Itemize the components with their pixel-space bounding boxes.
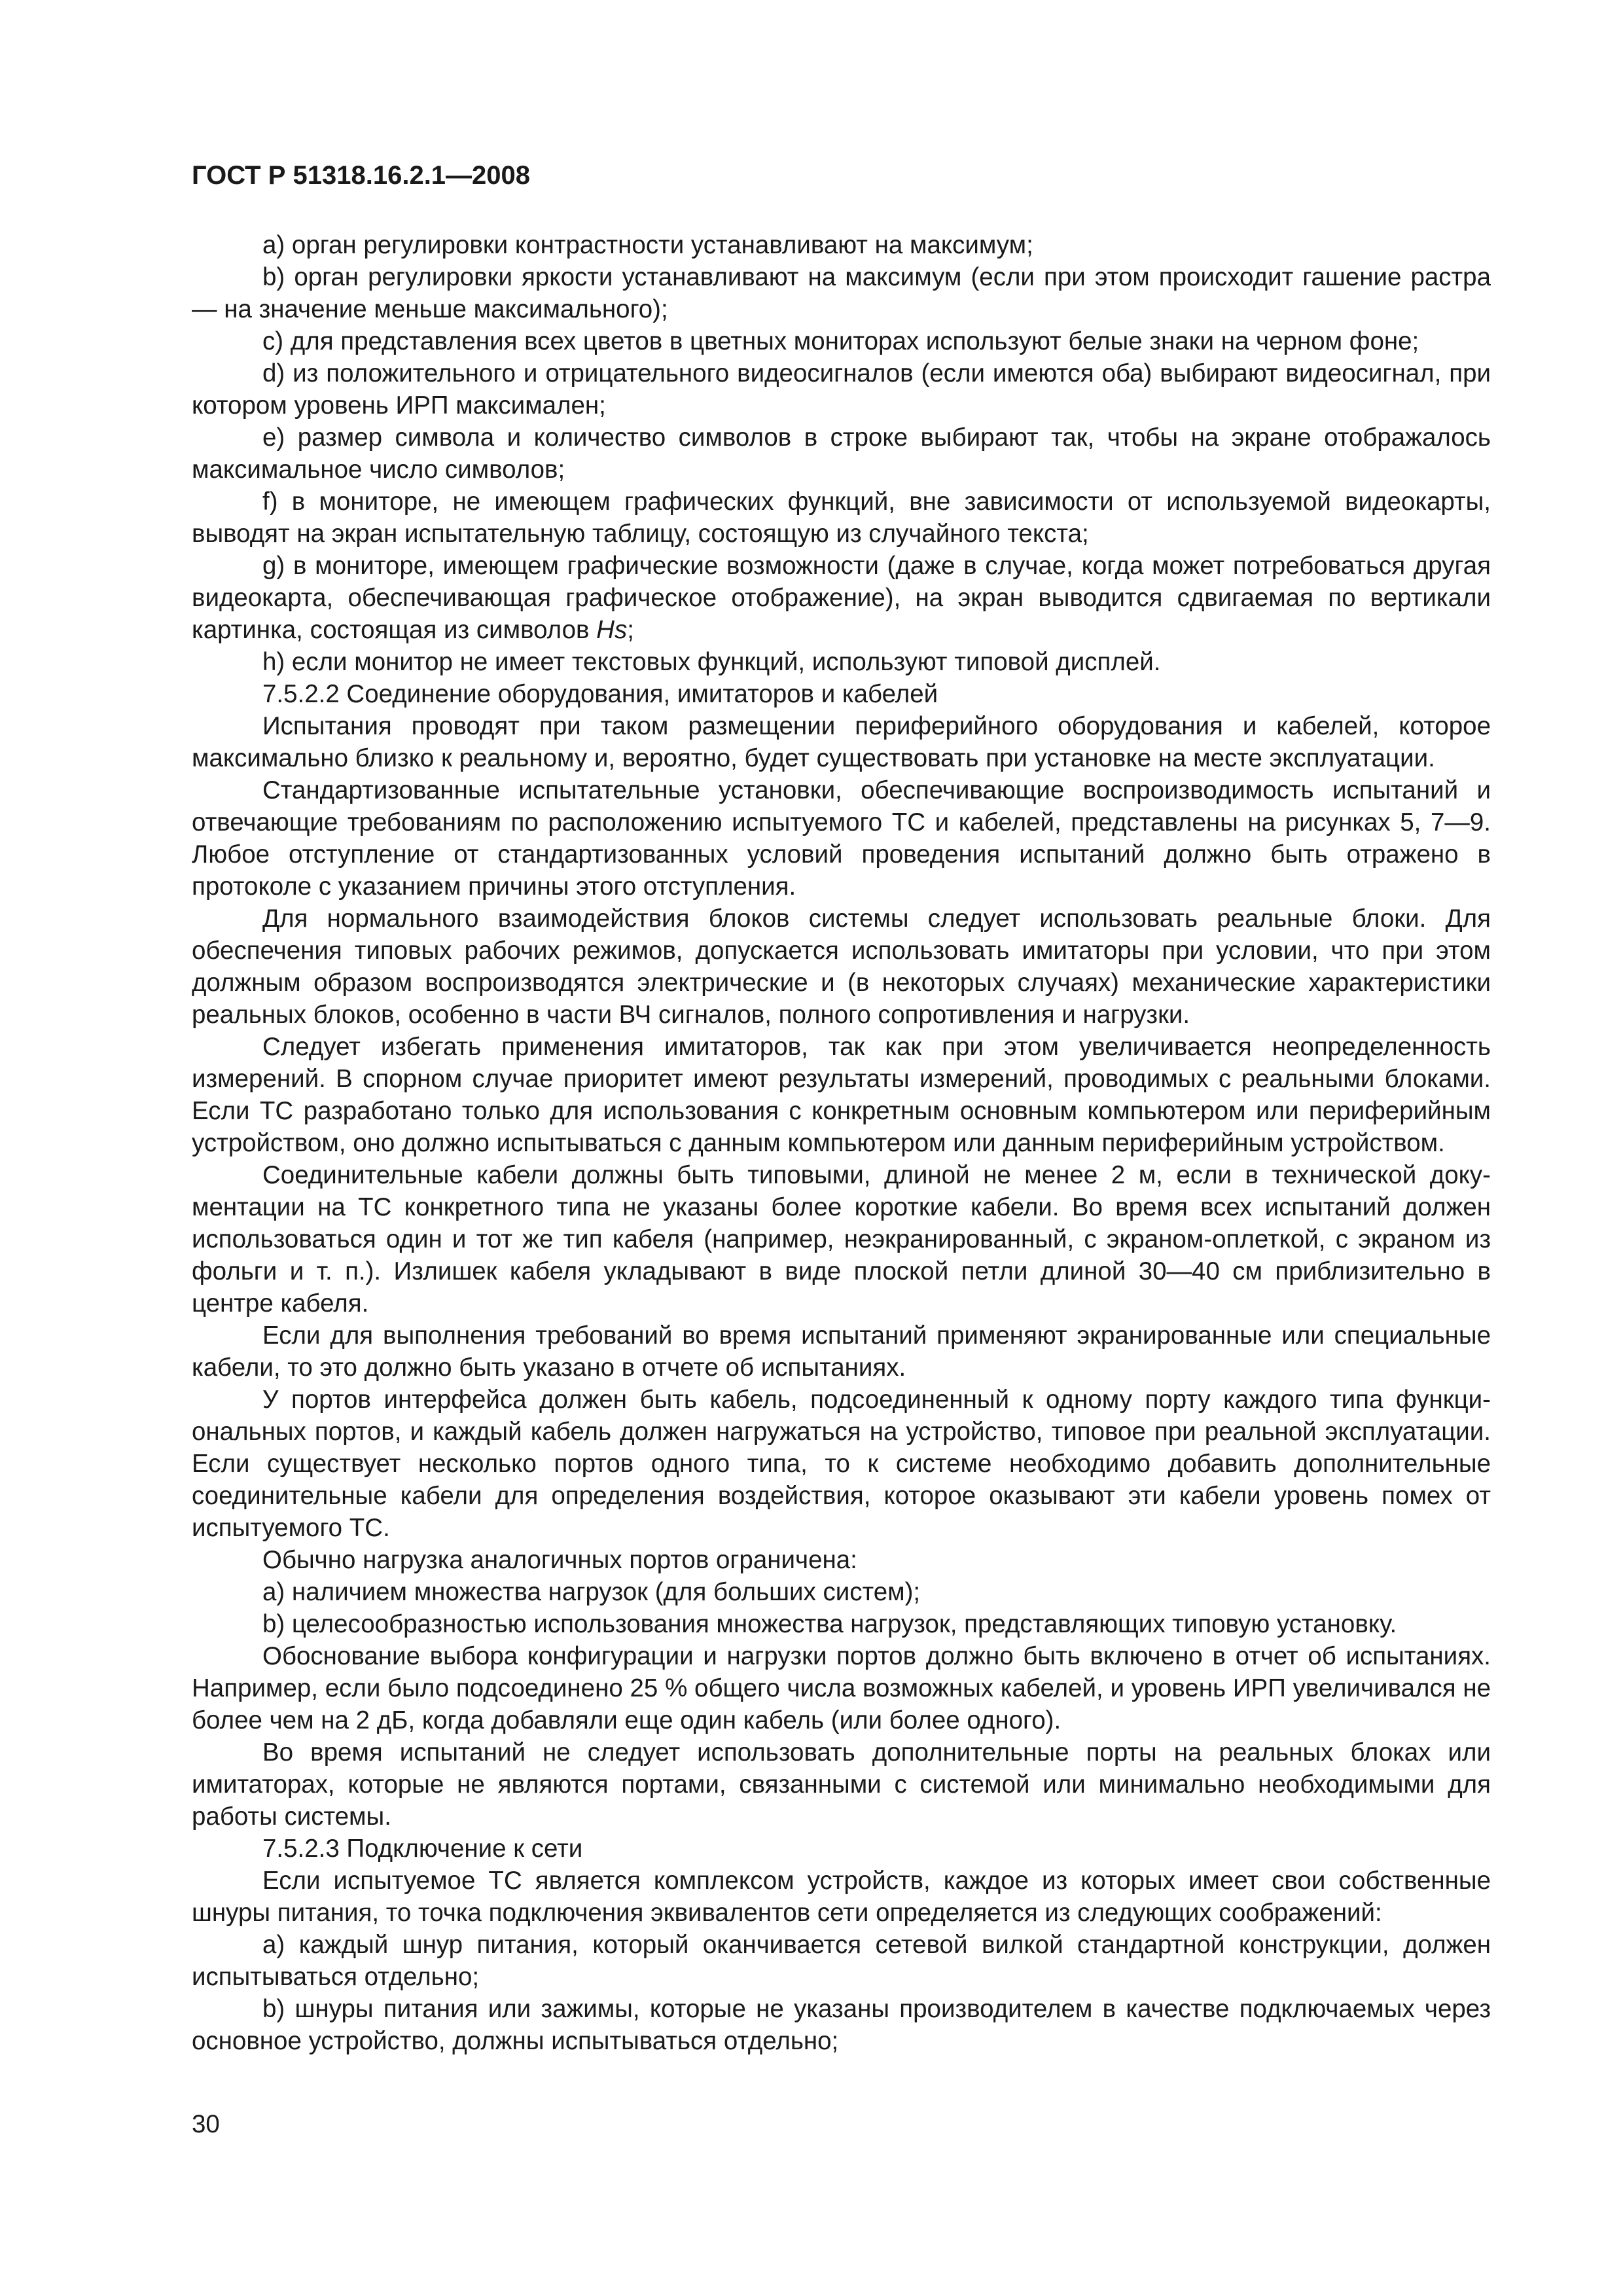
paragraph: Во время испытаний не следует использовать дополнительные порты на реальных блоках или имитаторах, которые не являются портами, связанными с системой или минимально необходимыми для работы системы. bbox=[192, 1738, 1491, 1831]
section-heading-7-5-2-3: 7.5.2.3 Подключение к сети bbox=[262, 1835, 583, 1863]
paragraph: У портов интерфейса должен быть кабель, подсоединенный к одному порту каждого типа функциональных портов, и каждый кабель должен нагружаться на устройство, типовое при реальной эксплуатации. Если существует несколько портов одного типа, то к системе необходимо добавить дополнительные соединительные кабели для определения воздействия, которое оказывают эти кабели уровень помех от испытуемого ТС. bbox=[192, 1386, 1491, 1542]
list-item-f: f) в мониторе, не имеющем графических функций, вне зависимости от используемой видеокарты, выводят на экран испытательную таблицу, состоящую из случайного текста; bbox=[192, 488, 1491, 548]
document-body bbox=[192, 229, 1491, 2057]
paragraph: Обоснование выбора конфигурации и нагрузки портов должно быть включено в отчет об испытаниях. Например, если было подсоединено 25 % общего числа возможных кабелей, и уровень ИРП увеличивался не более чем на 2 дБ, когда добавляли еще один кабель (или более одного). bbox=[192, 1642, 1491, 1734]
list-item-h: h) если монитор не имеет текстовых функций, используют типовой дисплей. bbox=[262, 648, 1161, 676]
paragraph: Испытания проводят при таком размещении периферийного оборудования и кабелей, которое максимально близко к реальному и, вероятно, будет существовать при установке на месте эксплуатации. bbox=[192, 712, 1491, 772]
list-item-b: b) орган регулировки яркости устанавливают на максимум (если при этом происходит гашение растра — на значение меньше максимального); bbox=[192, 263, 1491, 323]
document-code-header: ГОСТ Р 51318.16.2.1—2008 bbox=[192, 161, 531, 190]
list-item-e: e) размер символа и количество символов в строке выбирают так, чтобы на экране отображалось максимальное число символов; bbox=[192, 423, 1491, 484]
paragraph: Обычно нагрузка аналогичных портов ограничена: bbox=[262, 1546, 857, 1574]
paragraph: Для нормального взаимодействия блоков системы следует использовать реальные блоки. Для обеспечения типовых рабочих режимов, допускается использовать имитаторы при условии, что при этом должным образом воспроизводятся электрические и (в некоторых случаях) механические характеристики реальных блоков, особенно в части ВЧ сигналов, полного сопротивления и нагрузки. bbox=[192, 905, 1491, 1029]
list-item-g-tail: ; bbox=[627, 616, 634, 644]
list-item-b: b) целесообразностью использования множества нагрузок, представляющих типовую установку. bbox=[262, 1610, 1397, 1638]
page-number: 30 bbox=[192, 2110, 220, 2138]
list-item-g-text: g) в мониторе, имеющем графические возможности (даже в случае, когда может потребоваться другая видеокарта, обеспечивающая графическое отображение), на экран выводится сдвигаемая по вертикали картинка, состоящая из символов bbox=[192, 552, 1491, 644]
paragraph: Соединительные кабели должны быть типовыми, длиной не менее 2 м, если в технической документации на ТС конкретного типа не указаны более короткие кабели. Во время всех испытаний должен использоваться один и тот же тип кабеля (например, неэкранированный, с экраном-оплеткой, с экраном из фольги и т. п.). Излишек кабеля укладывают в виде плоской петли длиной 30—40 см приблизительно в центре кабеля. bbox=[192, 1161, 1491, 1318]
list-item-a: a) орган регулировки контрастности устанавливают на максимум; bbox=[262, 231, 1033, 259]
paragraph: Если испытуемое ТС является комплексом устройств, каждое из которых имеет свои собственные шнуры питания, то точка подключения эквивалентов сети определяется из следующих соображений: bbox=[192, 1867, 1491, 1927]
paragraph: Следует избегать применения имитаторов, так как при этом увеличивается неопределенность измерений. В спорном случае приоритет имеют результаты измерений, проводимых с реальными блоками. Если ТС разработано только для использования с конкретным основным компьютером или периферийным устройством, оно должно испытываться с данным компьютером или данным периферийным устройством. bbox=[192, 1033, 1491, 1157]
list-item-d: d) из положительного и отрицательного видеосигналов (если имеются оба) выбирают видеосигнал, при котором уровень ИРП максимален; bbox=[192, 359, 1491, 420]
list-item-a: a) наличием множества нагрузок (для больших систем); bbox=[262, 1578, 921, 1606]
symbol-hs: Hs bbox=[596, 616, 628, 644]
list-item-g bbox=[192, 550, 1491, 646]
section-heading-7-5-2-2: 7.5.2.2 Соединение оборудования, имитаторов и кабелей bbox=[262, 680, 938, 708]
list-item-a: a) каждый шнур питания, который оканчивается сетевой вилкой стандартной конструкции, должен испытываться отдельно; bbox=[192, 1931, 1491, 1991]
list-item-b: b) шнуры питания или зажимы, которые не указаны производителем в качестве подключаемых через основное устройство, должны испытываться отдельно; bbox=[192, 1995, 1491, 2055]
list-item-c: c) для представления всех цветов в цветных мониторах используют белые знаки на черном фоне; bbox=[262, 327, 1419, 355]
paragraph: Если для выполнения требований во время испытаний применяют экранированные или специальные кабели, то это должно быть указано в отчете об испытаниях. bbox=[192, 1321, 1491, 1382]
paragraph: Стандартизованные испытательные установки, обеспечивающие воспроизводимость испытаний и отвечающие требованиям по расположению испытуемого ТС и кабелей, представлены на рисунках 5, 7—9. Любое отступление от стандартизованных условий проведения испытаний должно быть отражено в протоколе с указанием причины этого отступления. bbox=[192, 776, 1491, 901]
